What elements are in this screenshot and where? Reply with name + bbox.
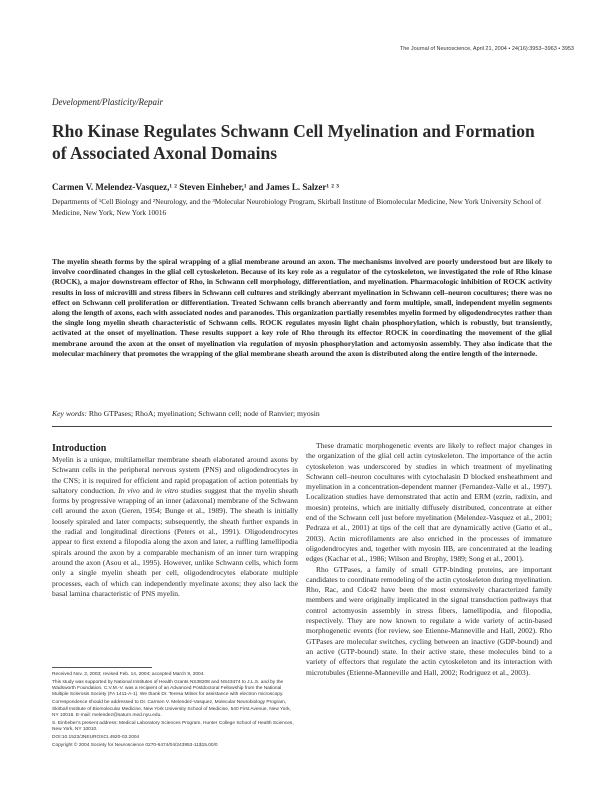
- intro-text-b: studies suggest that the myelin sheath forms by progressive wrapping of an inner (adaxonal) membrane of the Schwann cell around the axon (Geren, 1954; Bunge et al., 1989). The sheath is initially loosely spiraled and later compacts; subsequently, the sheath further expands in the radial and longitudinal directions (Peters et al., 1991). Oligodendrocytes appear to first extend a filopodia along the axon and later, a ruffling lamellipodia spirals around the axon by a comparable mechanism of an inner turn wrapping around the axon (Asou et al., 1995). However, unlike Schwann cells, which form only a single myelin sheath per cell, oligodendrocytes elaborate multiple processes, each of which can independently myelinate axons; they also lack the basal lamina characteristic of PNS myelin.: [52, 485, 299, 598]
- intro-paragraph-2: These dramatic morphogenetic events are likely to reflect major changes in the organization of the glial cell actin cytoskeleton. The importance of the actin cytoskeleton was underscored by studies in which treatment of myelinating Schwann cell–neuron cocultures with cytochalasin D blocked ensheathment and myelination in a concentration-dependent manner (Fernandez-Valle et al., 1997). Localization studies have demonstrated that actin and ERM (ezrin, radixin, and moesin) proteins, which are initially diffusely distributed, concentrate at either end of the Schwann cell just before myelination (Melendez-Vasquez et al., 2001; Pedraza et al., 2001) at tips of the cell that are dynamically active (Gatto et al., 2003). Actin microfilaments are also enriched in the processes of immature oligodendrocytes and, together with myosin IIB, are concentrated at the leading edges (Kachar et al., 1986; Wilson and Brophy, 1989; Song et al., 2001).: [306, 441, 552, 564]
- keywords-text: Rho GTPases; RhoA; myelination; Schwann cell; node of Ranvier; myosin: [88, 409, 320, 418]
- footnote-funding: This study was supported by National Institutes of Health Grants NS38208 and NS43474 to J.L.S. and by the Wadsworth Foundation. C.V.M.-V. was a recipient of an Advanced Postdoctoral Fellowship from the National Multiple Sclerosis Society (FA 1411-A-1). We thank Dr. Teresa Milner for assistance with electron microscopy.: [52, 679, 284, 698]
- intro-italic-in-vitro: in vitro: [155, 485, 179, 495]
- abstract: The myelin sheath forms by the spiral wrapping of a glial membrane around an axon. The mechanisms involved are poorly understood but are likely to involve coordinated changes in the glial cell cytoskeleton. Because of its key role as a regulator of the cytoskeleton, we investigated the role of Rho kinase (ROCK), a major downstream effector of Rho, in Schwann cell morphology, differentiation, and myelination. Pharmacologic inhibition of ROCK activity results in loss of microvilli and stress fibers in Schwann cell cultures and strikingly aberrant myelination in Schwann cell–neuron cocultures; there was no effect on Schwann cell proliferation or differentiation. Treated Schwann cells branch aberrantly and form multiple, small, independent myelin segments along the length of axons, each with associated nodes and paranodes. This organization partially resembles myelin formed by oligodendrocytes rather than the single long myelin sheath characteristic of Schwann cells. ROCK regulates myosin light chain phosphorylation, which is robustly, but transiently, activated at the onset of myelination. These results support a key role of Rho through its effector ROCK in coordinating the movement of the glial membrane around the axon at the onset of myelination via regulation of myosin phosphorylation and actomyosin assembly. They also indicate that the molecular machinery that promotes the wrapping of the glial membrane sheath around the axon is distributed along the entire length of the internode.: [52, 257, 552, 358]
- right-column: [306, 441, 552, 678]
- footnote-correspondence: Correspondence should be addressed to Dr. Carmen V. Melendez-Vasquez, Molecular Neurobiology Program, Skirball Institute of Biomolecular Medicine, New York University School of Medicine, 540 First Avenue, New York, NY 10016. E-mail: melendez@saturn.med.nyu.edu.: [52, 700, 291, 718]
- affiliations: Departments of ¹Cell Biology and ²Neurology, and the ³Molecular Neurobiology Program, Skirball Institute of Biomolecular Medicine, New York University School of Medicine, New York, New York 10016: [52, 197, 542, 217]
- footnote-copyright: Copyright © 2004 Society for Neuroscience 0270-6474/04/243953-11$15.00/0: [52, 742, 218, 748]
- footnote-address: S. Einheber’s present address: Medical Laboratory Sciences Program, Hunter College School of Health Sciences, New York, NY 10010.: [52, 720, 294, 733]
- intro-heading: Introduction: [52, 443, 107, 454]
- footnote-rule: [52, 667, 152, 668]
- footnote-doi: DOI:10.1523/JNEUROSCI.4920-03.2004: [52, 735, 140, 741]
- footnote-received: Received Nov. 3, 2003; revised Feb. 14, 2004; accepted March 9, 2004.: [52, 672, 205, 677]
- paper-title: Rho Kinase Regulates Schwann Cell Myelination and Formation of Associated Axonal Domains: [52, 121, 535, 163]
- section-label: Development/Plasticity/Repair: [52, 97, 163, 107]
- intro-paragraph-3: Rho GTPases, a family of small GTP-binding proteins, are important candidates to coordinate remodeling of the actin cytoskeleton during myelination. Rho, Rac, and Cdc42 have been the most extensively characterized family members and were originally implicated in the signal transduction pathways that control actomyosin assembly in stress fibers, lamellipodia, and filopodia, respectively. They are now known to regulate a wide variety of actin-based morphogenetic events (for review, see Etienne-Manneville and Hall, 2002). Rho GTPases are molecular switches, cycling between an inactive (GDP-bound) and an active (GTP-bound) state. In their active state, these molecules bind to a variety of effectors that regulate the actin cytoskeleton and its interaction with microtubules (Etienne-Manneville and Hall, 2002; Rodriguez et al., 2003).: [306, 564, 552, 677]
- intro-text-a: Myelin is a unique, multilamellar membrane sheath elaborated around axons by Schwann cells in the peripheral nervous system (PNS) and oligodendrocytes in the CNS; it is required for efficient and rapid propagation of action potentials by saltatory conduction.: [52, 455, 298, 495]
- keywords-line: [52, 409, 320, 418]
- running-header: The Journal of Neuroscience, April 21, 2004 • 24(16):3953–3963 • 3953: [399, 46, 574, 52]
- intro-text-and: and: [142, 485, 154, 495]
- left-column: [52, 455, 298, 599]
- keywords-label: Key words:: [52, 409, 87, 418]
- author-list: Carmen V. Melendez-Vasquez,¹ ² Steven Einheber,¹ and James L. Salzer¹ ² ³: [52, 182, 339, 192]
- intro-italic-in-vivo: In vivo: [118, 485, 140, 495]
- section-divider: [52, 426, 552, 427]
- intro-paragraph-1: [52, 455, 298, 599]
- footnotes: [52, 672, 298, 751]
